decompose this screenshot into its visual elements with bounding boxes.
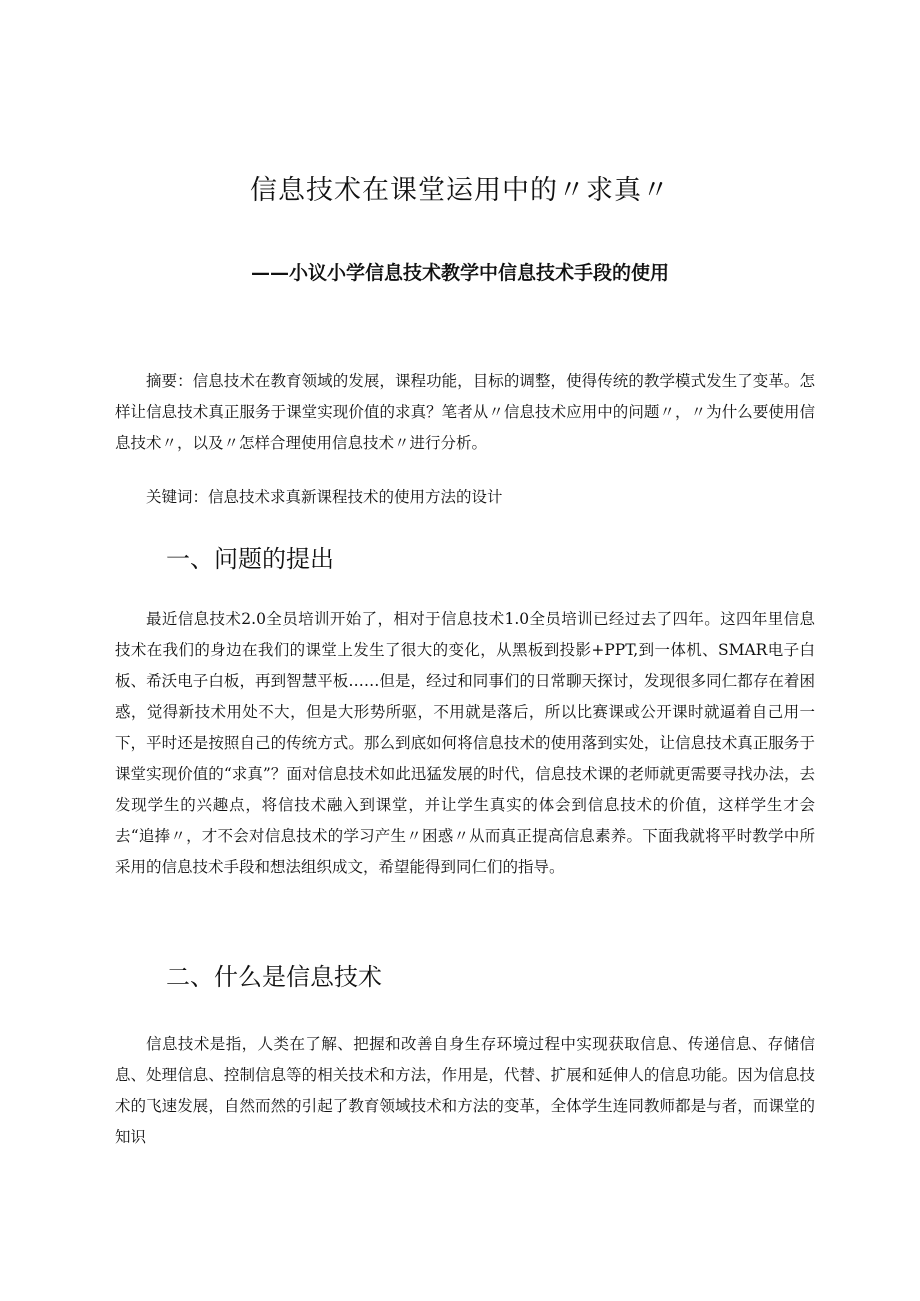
- document-subtitle: ——小议小学信息技术教学中信息技术手段的使用: [250, 262, 669, 284]
- document-title: 信息技术在课堂运用中的〃求真〃: [250, 175, 670, 206]
- section-heading-2: 二、什么是信息技术: [166, 963, 382, 991]
- section-2-paragraph: 信息技术是指，人类在了解、把握和改善自身生存环境过程中实现获取信息、传递信息、存储信息、处理信息、控制信息等的相关技术和方法，作用是，代替、扩展和延伸人的信息功能。因为信息技术的飞速发展，自然而然的引起了教育领域技术和方法的变革，全体学生连同教师都是与者，而课堂的知识: [115, 1035, 815, 1146]
- keywords-line: 关键词：信息技术求真新课程技术的使用方法的设计: [146, 488, 503, 506]
- section-1-paragraph: 最近信息技术2.0全员培训开始了，相对于信息技术1.0全员培训已经过去了四年。这四年里信息技术在我们的身边在我们的课堂上发生了很大的变化，从黑板到投影+PPT,到一体机、SMAR电子白板、希沃电子白板，再到智慧平板……但是，经过和同事们的日常聊天探讨，发现很多同仁都存在着困惑，觉得新技术用处不大，但是大形势所驱，不用就是落后，所以比赛课或公开课时就逼着自己用一下，平时还是按照自己的传统方式。那么到底如何将信息技术的使用落到实处，让信息技术真正服务于课堂实现价值的“求真”？面对信息技术如此迅猛发展的时代，信息技术课的老师就更需要寻找办法，去发现学生的兴趣点，将信技术融入到课堂，并让学生真实的体会到信息技术的价值，这样学生才会去“追捧〃，才不会对信息技术的学习产生〃困惑〃从而真正提高信息素养。下面我就将平时教学中所采用的信息技术手段和想法组织成文，希望能得到同仁们的指导。: [115, 610, 815, 876]
- section-heading-1: 一、问题的提出: [166, 545, 334, 573]
- abstract-paragraph: 摘要：信息技术在教育领域的发展，课程功能，目标的调整，使得传统的教学模式发生了变革。怎样让信息技术真正服务于课堂实现价值的求真？笔者从〃信息技术应用中的问题〃，〃为什么要使用信息技术〃，以及〃怎样合理使用信息技术〃进行分析。: [115, 372, 815, 452]
